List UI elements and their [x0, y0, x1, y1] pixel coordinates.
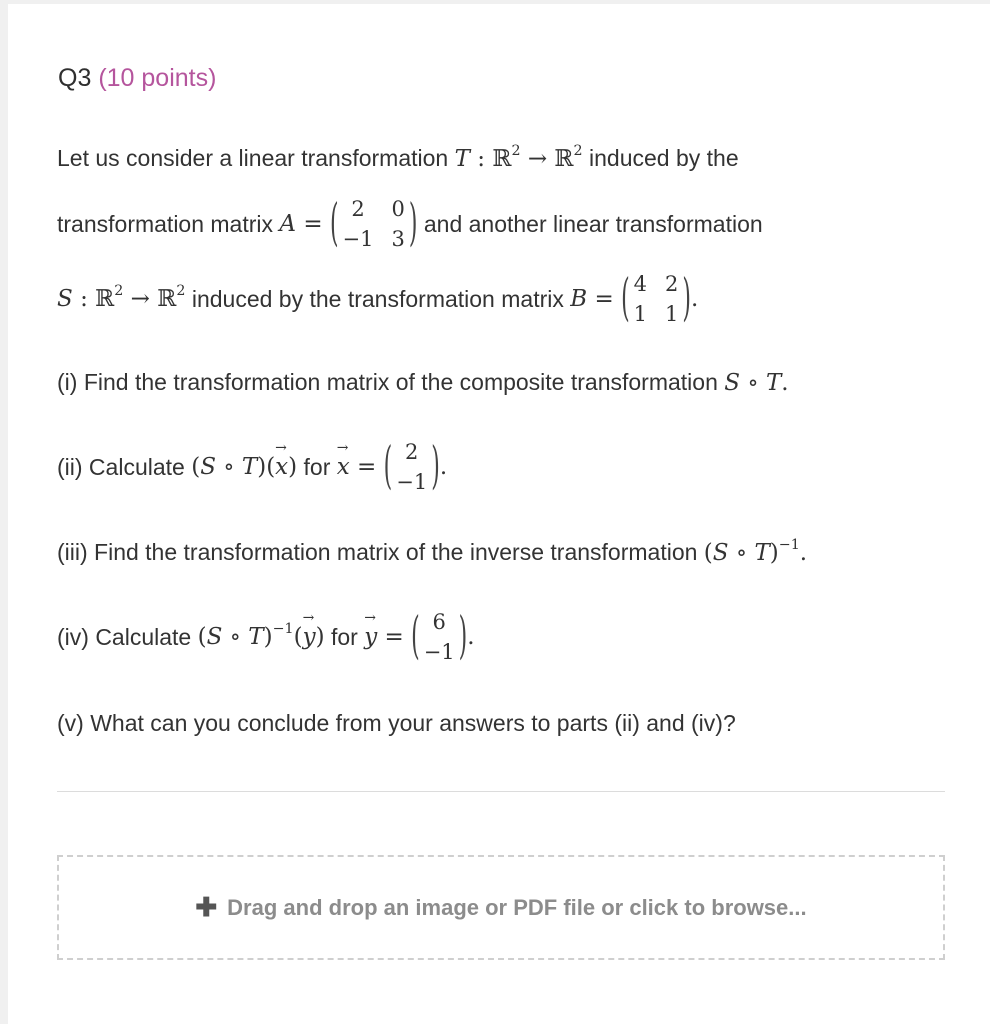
upload-label: Drag and drop an image or PDF file or click to browse... — [227, 894, 807, 920]
vector-y: ( 6 −1 ) — [411, 608, 468, 666]
intro-text-1: Let us consider a linear transformation — [57, 145, 449, 171]
vector-x-cell: −1 — [396, 470, 428, 494]
matrix-b-cell: 1 — [633, 302, 648, 326]
vector-y-cell: 6 — [432, 610, 446, 634]
intro-text-2: transformation matrix — [57, 210, 274, 237]
part-iv-text: (iv) Calculate — [57, 623, 192, 650]
part-i: (i) Find the transformation matrix of the composite transformation S ∘ T. — [57, 369, 789, 396]
vector-x: ( 2 −1 ) — [383, 438, 440, 496]
intro-line-1: Let us consider a linear transformation T : ℝ$^2$ → ℝ$^2$ induced by the — [57, 143, 739, 172]
matrix-b: ( 4 2 1 1 ) — [621, 270, 691, 328]
plus-icon: ✚ — [195, 892, 218, 922]
vector-x-cell: 2 — [405, 440, 419, 464]
intro-text-3: induced by the transformation matrix — [191, 285, 564, 312]
matrix-a-cell: 0 — [391, 197, 405, 221]
part-ii-text: (ii) Calculate — [57, 453, 185, 480]
matrix-a-cell: −1 — [342, 227, 374, 251]
part-i-text: (i) Find the transformation matrix of the composite transformation — [57, 369, 718, 395]
intro-line-3: S : ℝ$^2$ → ℝ$^2$ induced by the transformation matrix B = ( 4 2 1 1 ) . — [57, 270, 699, 328]
intro-text-1-after: induced by the — [589, 145, 739, 171]
part-iii-text: (iii) Find the transformation matrix of the inverse transformation — [57, 539, 698, 565]
part-v-text: (v) What can you conclude from your answers to parts (ii) and (iv)? — [57, 710, 736, 736]
part-iii: (iii) Find the transformation matrix of the inverse transformation (S ∘ T)$^{-1}$. — [57, 537, 808, 566]
intro-line-2: transformation matrix A = ( 2 0 −1 3 ) and another linear transformation — [57, 195, 763, 253]
part-ii: (ii) Calculate (S ∘ T)(→ x) for → x = ( 2 −1 ) . — [57, 432, 447, 502]
math-t-map: T — [454, 146, 470, 172]
matrix-a-cell: 2 — [351, 197, 365, 221]
matrix-b-cell: 1 — [665, 302, 679, 326]
matrix-a: ( 2 0 −1 3 ) — [329, 195, 418, 253]
question-points: (10 points) — [98, 64, 217, 92]
part-iv: (iv) Calculate (S ∘ T)$^{-1}$(→ y) for → y = ( 6 −1 ) . — [57, 602, 475, 672]
question-card — [8, 4, 990, 1024]
divider — [57, 791, 945, 792]
file-upload-dropzone[interactable] — [57, 855, 945, 960]
part-v — [57, 710, 736, 737]
matrix-b-cell: 2 — [665, 272, 679, 296]
question-title — [58, 64, 216, 93]
part-ii-for: for — [303, 453, 331, 480]
intro-text-2-after: and another linear transformation — [423, 210, 763, 237]
matrix-b-cell: 4 — [633, 272, 648, 296]
vector-y-cell: −1 — [423, 640, 455, 664]
part-iv-for: for — [330, 623, 358, 650]
question-number: Q3 — [58, 64, 92, 92]
matrix-a-cell: 3 — [391, 227, 405, 251]
